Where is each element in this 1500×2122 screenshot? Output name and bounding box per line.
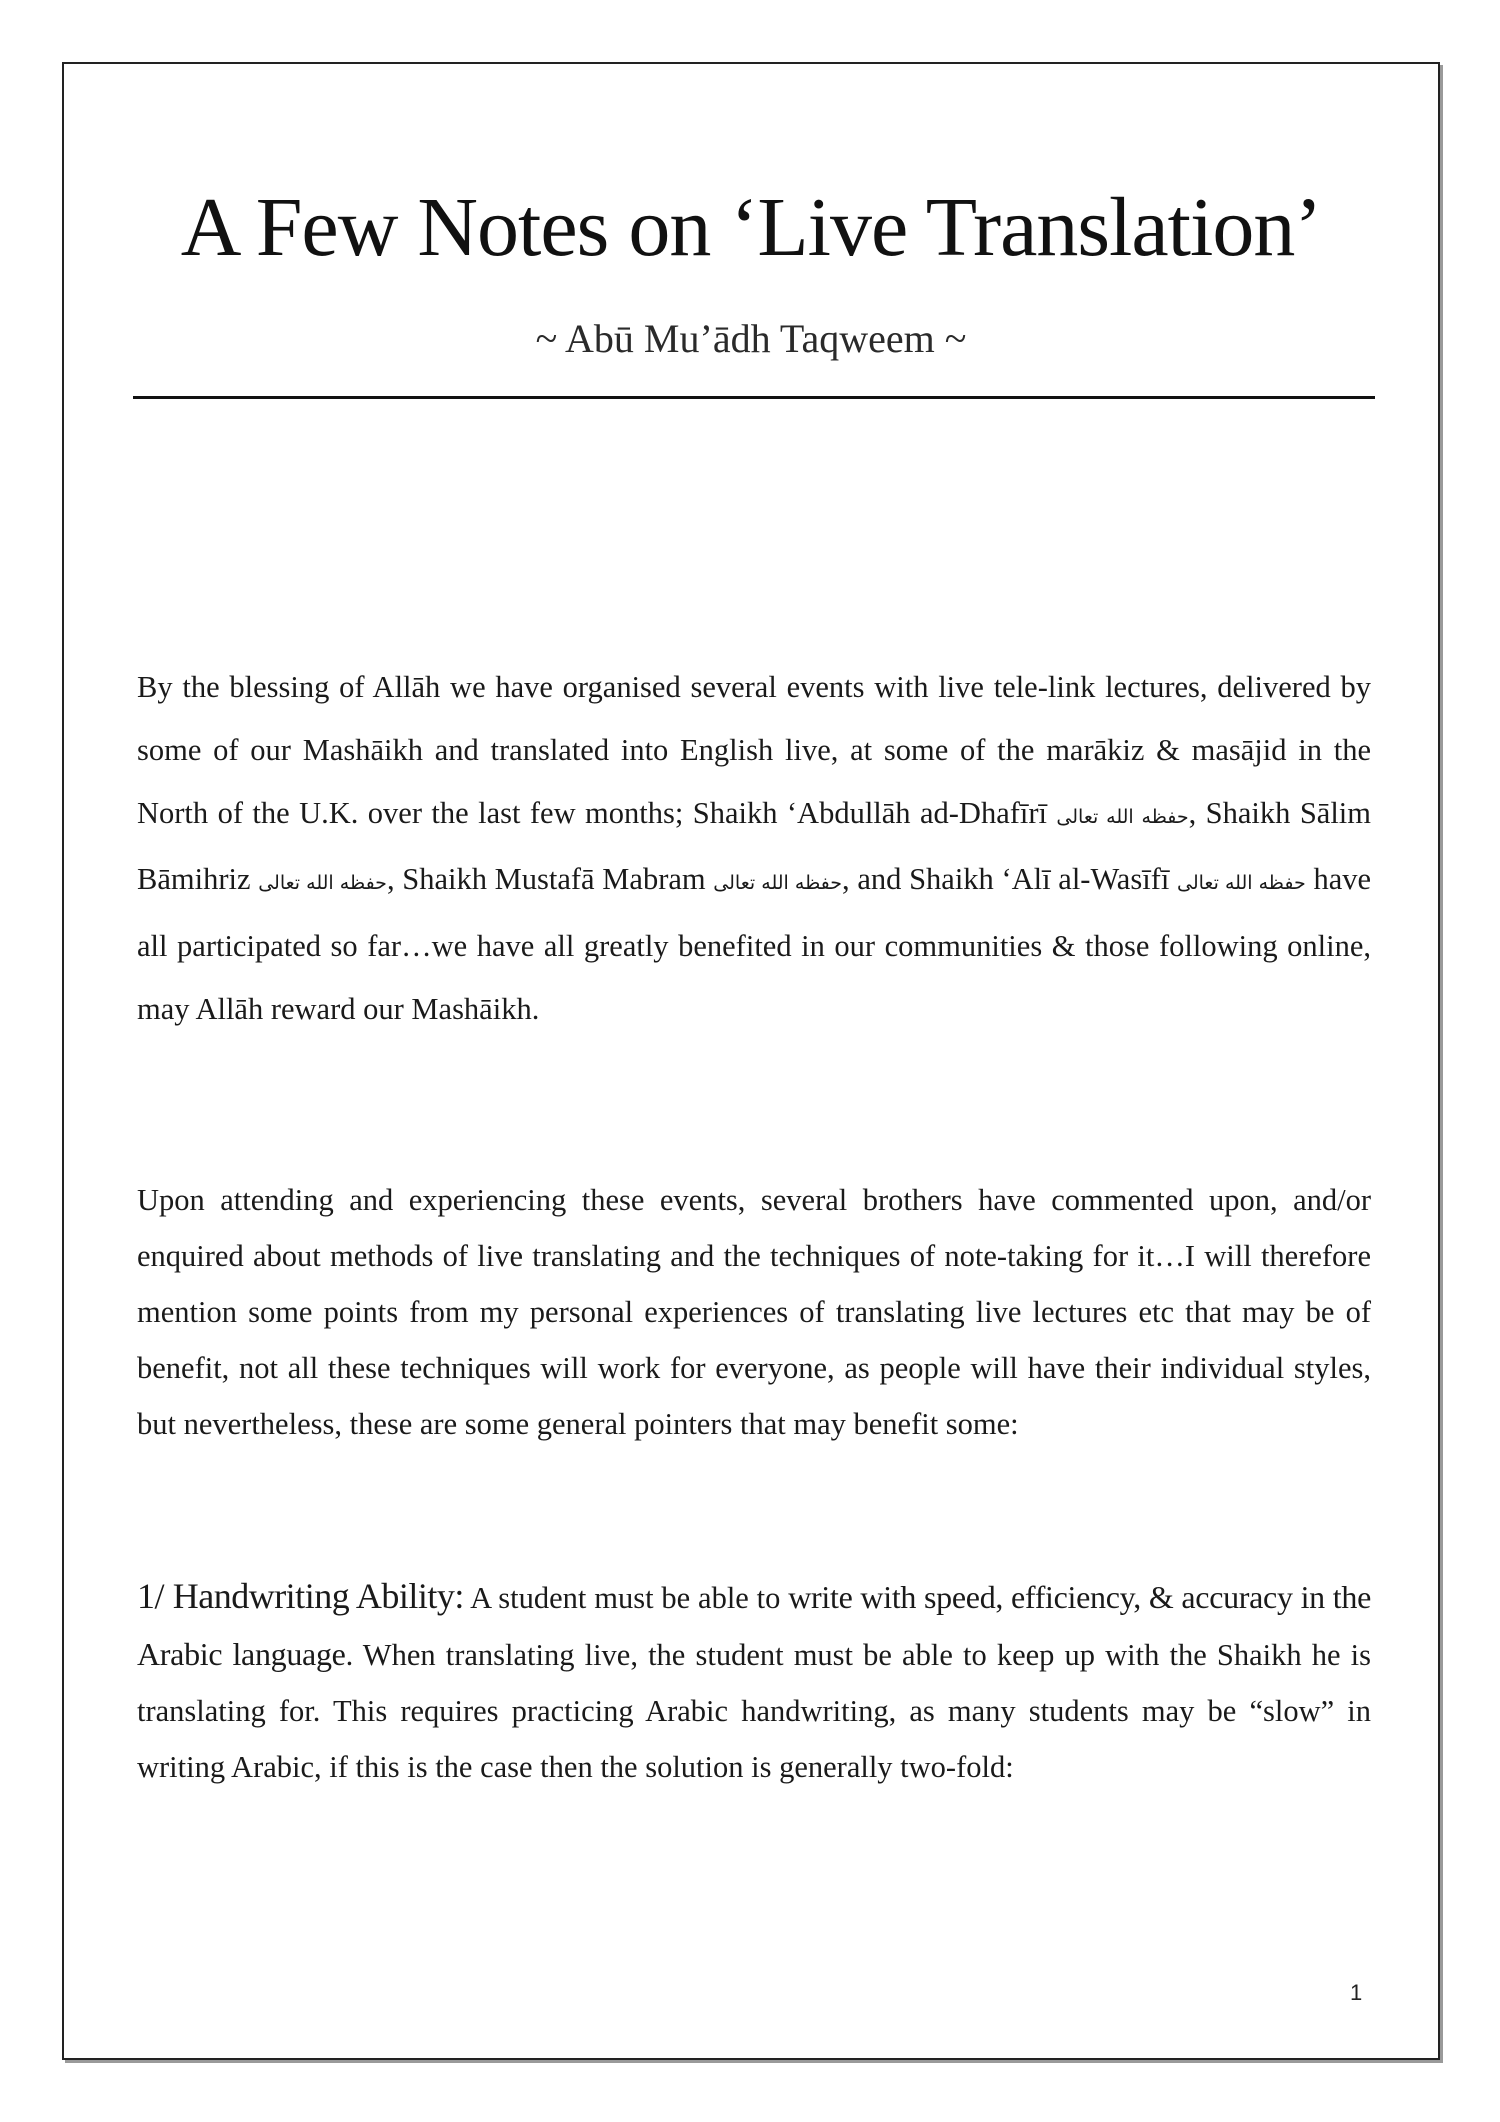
author-line: ~ Abū Mu’ādh Taqweem ~ — [535, 316, 967, 361]
intro-text-part: , Shaikh Sālim Bāmihriz — [137, 795, 1372, 897]
section-text-part: A student must be able to — [463, 1581, 789, 1615]
arabic-honorific: حفظه الله تعالى — [258, 872, 387, 895]
page-number: 1 — [1350, 1980, 1363, 2005]
intro-text-part: have all participated so far…we have all greatly benefited in our communities & those following online, may Allāh reward our Mashāikh. — [137, 862, 1372, 1026]
arabic-honorific: حفظه الله تعالى — [713, 872, 843, 895]
section-text-part: . When translating live, the student must be able to keep up with the Shaikh he is translating for. This requires practicing Arabic handwriting, as many students may be “slow” in writing Arabic, if this is the case then the solution is generally two-fold: — [137, 1638, 1371, 1784]
section-heading: 1/ Handwriting Ability: — [137, 1576, 464, 1616]
arabic-honorific: حفظه الله تعالى — [1177, 872, 1306, 895]
section-handwriting — [137, 1568, 1371, 1795]
context-paragraph: Upon attending and experiencing these events, several brothers have commented upon, and/or enquired about methods of live translating and the techniques of note-taking for it…I will therefore mention some points from my personal experiences of translating live lectures etc that may be of benefit, not all these techniques will work for everyone, as people will have their individual styles, but nevertheless, these are some general pointers that may benefit some: — [137, 1183, 1371, 1441]
title-divider — [133, 396, 1375, 399]
document-title: A Few Notes on ‘Live Translation’ — [180, 181, 1322, 274]
intro-text-part: , Shaikh Mustafā Mabram — [386, 862, 714, 897]
intro-text-part: By the blessing of Allāh we have organised several events with live tele-link lectures, delivered by some of our Mashāikh and translated into English live, at some of the marākiz & masājid in the North of the U.K. over the last few months; Shaikh ‘Abdullāh ad-Dhafīrī — [137, 670, 1371, 830]
intro-paragraph — [137, 656, 1371, 1041]
emphasized-text: write with speed, efficiency, & accuracy in the Arabic language — [137, 1579, 1371, 1672]
intro-text-part: , and Shaikh ‘Alī al-Wasīfī — [842, 862, 1178, 897]
arabic-honorific: حفظه الله تعالى — [1056, 805, 1189, 828]
